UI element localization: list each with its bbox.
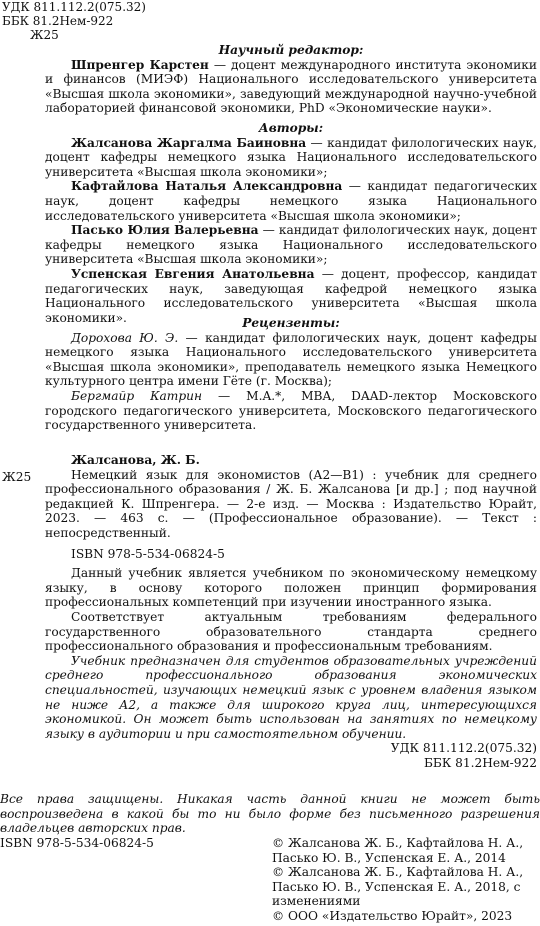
reviewer-entry bbox=[45, 331, 537, 389]
copyright-line: © ООО «Издательство Юрайт», 2023 bbox=[272, 908, 513, 923]
authors-heading: Авторы: bbox=[258, 121, 324, 135]
author-entry bbox=[45, 136, 537, 180]
author-name: Успенская Евгения Анатольевна bbox=[71, 266, 315, 281]
header-bbk: ББК 81.2Нем-922 bbox=[2, 14, 114, 29]
margin-code: Ж25 bbox=[2, 470, 32, 484]
author-name: Пасько Юлия Валерьевна bbox=[71, 223, 259, 238]
biblio-bbk: ББК 81.2Нем-922 bbox=[423, 755, 537, 770]
reviewer-text: — M.A.*, MBA, DAAD-лектор Московского городского педагогического университета, Московского педагогического государственного университета. bbox=[45, 388, 537, 433]
authors-section bbox=[45, 121, 537, 325]
biblio-isbn: ISBN 978-5-534-06824-5 bbox=[71, 546, 225, 561]
footer-isbn: ISBN 978-5-534-06824-5 bbox=[0, 836, 154, 850]
author-entry bbox=[45, 179, 537, 223]
biblio-section bbox=[45, 453, 537, 770]
header-codes bbox=[2, 0, 146, 43]
sci-editor-section bbox=[45, 43, 537, 116]
footer-copyrights bbox=[272, 836, 537, 924]
sci-editor-heading: Научный редактор: bbox=[218, 43, 364, 57]
copyright-line: © Жалсанова Ж. Б., Кафтайлова Н. А., Пасько Ю. В., Успенская Е. А., 2014 bbox=[272, 836, 524, 865]
abstract-1: Данный учебник является учебником по экономическому немецкому языку, в основу которого положен принцип формирования профессиональных компетенций при изучении иностранного языка. bbox=[45, 566, 537, 610]
author-text: — кандидат филологических наук, доцент кафедры немецкого языка Национального исследовательского университета «Высшая школа экономики»; bbox=[45, 223, 537, 267]
biblio-udk: УДК 811.112.2(075.32) bbox=[390, 741, 537, 756]
header-code: Ж25 bbox=[30, 28, 59, 43]
biblio-description: Немецкий язык для экономистов (А2—В1) : учебник для среднего профессионального образования / Ж. Б. Жалсанова [и др.] ; под научной редакцией К. Шпренгера. — 2-е изд. — Москва : Издательство Юрайт, 2023. — 463 с. — (Профессиональное образование). — Текст : непосредственный. bbox=[45, 467, 537, 540]
author-name: Кафтайлова Наталья Александровна bbox=[71, 179, 343, 194]
reviewer-text: — кандидат филологических наук, доцент кафедры немецкого языка Национального исследовательского университета «Высшая школа экономики», преподаватель немецкого языка Немецкого культурного центра имени Гёте (г. Москва); bbox=[45, 330, 537, 389]
reviewers-heading: Рецензенты: bbox=[242, 316, 340, 330]
sci-editor-name: Шпренгер Карстен bbox=[71, 57, 209, 72]
biblio-author: Жалсанова, Ж. Б. bbox=[71, 453, 200, 467]
reviewer-name: Дорохова Ю. Э. bbox=[71, 330, 179, 345]
reviewer-entry bbox=[45, 389, 537, 433]
author-text: — кандидат педагогических наук, доцент кафедры немецкого языка Национального исследовательского университета «Высшая школа экономики»; bbox=[45, 179, 537, 223]
rights-notice: Все права защищены. Никакая часть данной книги не может быть воспроизведена в какой бы то ни было форме без письменного разрешения владельцев авторских прав. bbox=[0, 792, 540, 836]
reviewer-name: Бергмайр Катрин bbox=[71, 388, 203, 403]
author-name: Жалсанова Жаргалма Баиновна bbox=[71, 135, 307, 150]
sci-editor-entry bbox=[45, 58, 537, 116]
author-entry bbox=[45, 223, 537, 267]
sci-editor-text: — доцент международного института экономики и финансов (МИЭФ) Национального исследовательского университета «Высшая школа экономики», заведующий международной научно-учебной лабораторией финансовой экономики, PhD «Экономические науки». bbox=[45, 57, 537, 116]
copyright-line: © Жалсанова Ж. Б., Кафтайлова Н. А., Пасько Ю. В., Успенская Е. А., 2018, с изменениями bbox=[272, 865, 524, 909]
abstract-2: Соответствует актуальным требованиям федерального государственного образовательного стандарта среднего профессионального образования и профессиональным требованиям. bbox=[45, 609, 537, 654]
author-text: — кандидат филологических наук, доцент кафедры немецкого языка Национального исследовательского университета «Высшая школа экономики»; bbox=[45, 135, 537, 179]
reviewers-section bbox=[45, 316, 537, 433]
header-udk: УДК 811.112.2(075.32) bbox=[2, 0, 146, 14]
abstract-3: Учебник предназначен для студентов образовательных учреждений среднего профессионального образования экономических специальностей, изучающих немецкий язык с уровнем владения языком не ниже А2, а также для широкого круга лиц, интересующихся экономикой. Он может быть использован на занятиях по немецкому языку в аудитории и при самостоятельном обучении. bbox=[45, 653, 537, 741]
author-text: — доцент, профессор, кандидат педагогических наук, заведующая кафедрой немецкого языка Национального исследовательского университета «Высшая школа экономики». bbox=[45, 266, 537, 325]
